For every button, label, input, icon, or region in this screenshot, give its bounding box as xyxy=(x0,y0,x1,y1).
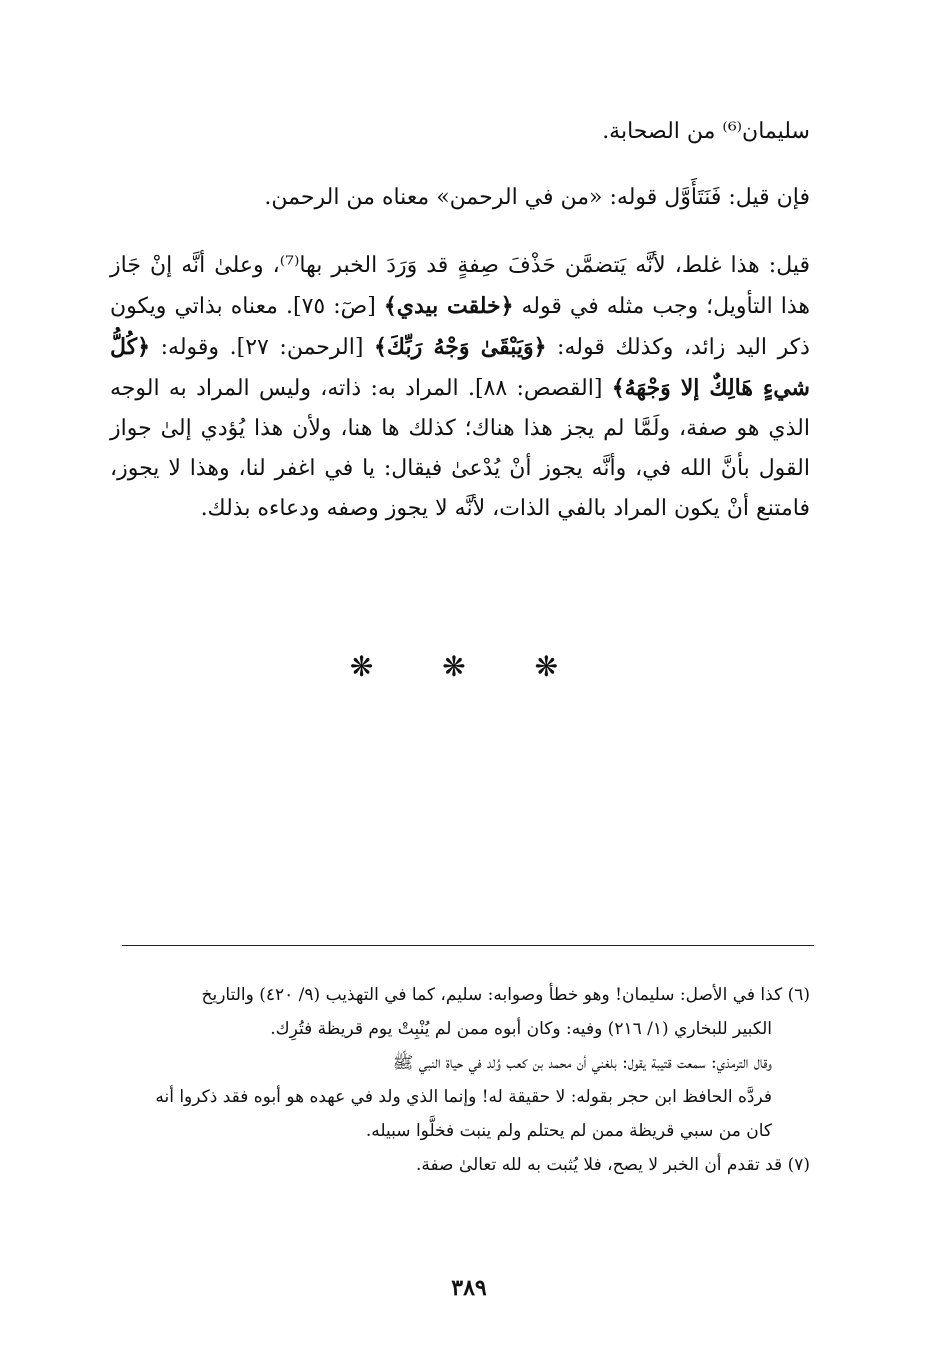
body-answer-paragraph xyxy=(110,246,810,529)
footnote-divider xyxy=(122,945,814,946)
footnotes-block xyxy=(110,978,810,1182)
footnote-6-line-1: (٦) كذا في الأصل: سليمان! وهو خطأ وصوابه: سليم، كما في التهذيب (٩/ ٤٢٠) والتاريخ xyxy=(201,985,810,1005)
quran-verse-2: ﴿وَيَبْقَىٰ وَجْهُ رَبِّكَ﴾ xyxy=(374,334,547,360)
answer-text-part4: [القصص: ٨٨]. المراد به: ذاته، وليس المراد به الوجه الذي هو صفة، ولَمَّا لم يجز هذا هناك؛ كذلك ها هنا، ولأن هذا يُؤدي إلىٰ جواز القول بأنَّ الله في، وأنَّه يجوز أنْ يُدْعىٰ فيقال: يا في اغفر لنا، وهذا لا يجوز، فامتنع أنْ يكون المراد بالفي الذات، لأنَّه لا يجوز وصفه ودعاءه بذلك. xyxy=(110,376,810,521)
body-line-question: فإن قيل: فَنَتَأَوَّل قوله: «من في الرحمن» معناه من الرحمن. xyxy=(264,185,810,210)
body-line-sulayman: سليمان⁽⁶⁾ من الصحابة. xyxy=(602,119,810,144)
footnote-6-line-3: وقال الترمذي: سمعت قتيبة يقول: بلغني أن محمد بن كعب وُلد في حياة النبي ﷺ xyxy=(392,1053,772,1073)
footnote-6-line-4: فردَّه الحافظ ابن حجر بقوله: لا حقيقة له! وإنما الذي ولد في عهده هو أبوه فقد ذكروا أنه xyxy=(155,1087,772,1107)
answer-text-part1: قيل: هذا غلط، لأنَّه يَتضمَّن حَذْفَ صِفةٍ قد وَرَدَ الخبر بها⁽⁷⁾، وعلىٰ أنَّه إنْ جَاز هذا التأويل؛ وجب مثله في قوله xyxy=(110,253,811,319)
section-separator: ❋ ❋ ❋ xyxy=(349,650,589,683)
footnote-7: (٧) قد تقدم أن الخبر لا يصح، فلا يُثبت به لله تعالىٰ صفة. xyxy=(415,1155,810,1175)
quran-verse-1: ﴿خلقت بيدي﴾ xyxy=(383,293,514,319)
answer-text-part2: [صٓ: ٧٥]. معناه بذاتي ويكون ذكر اليد زائد، وكذلك قوله: xyxy=(110,294,810,360)
footnote-6-line-5: كان من سبي قريظة ممن لم يحتلم ولم ينبت فخلَّوا سبيله. xyxy=(365,1121,772,1141)
footnote-6-line-2: الكبير للبخاري (١/ ٢١٦) وفيه: وكان أبوه ممن لم يُنْبِتْ يوم قريظة فتُرِك. xyxy=(270,1019,772,1039)
quran-verse-3: ﴿كُلُّ شيءٍ هَالِكٌ إلا وَجْهَهُ﴾ xyxy=(110,334,810,401)
answer-text-part3: [الرحمن: ٢٧]. وقوله: xyxy=(150,335,375,360)
page-number: ٣٨٩ xyxy=(451,1275,487,1301)
